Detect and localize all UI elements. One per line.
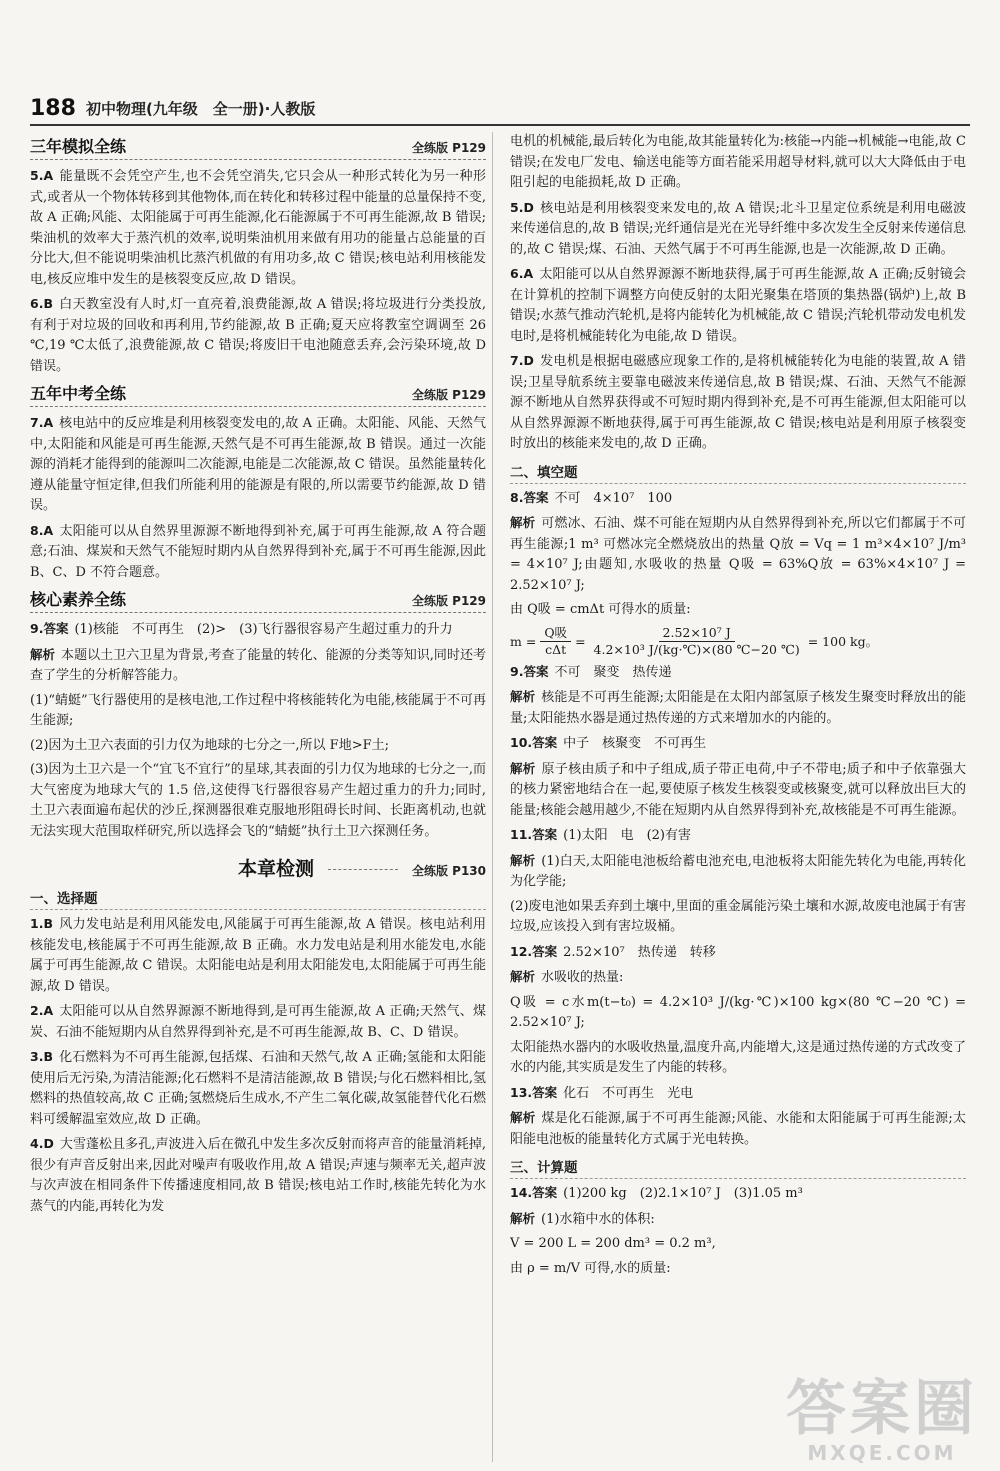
analysis-label: 解析: [510, 1210, 536, 1226]
analysis-item: [30, 645, 486, 687]
question-number: 13.答案: [510, 1084, 558, 1100]
analysis-text: (2)因为土卫六表面的引力仅为地球的七分之一,所以 F地>F土;: [30, 737, 389, 753]
fraction-denominator: 4.2×10³ J/(kg·℃)×(80 ℃−20 ℃): [593, 641, 800, 657]
subsection-heading: 一、选择题: [30, 887, 486, 910]
analysis-item: [510, 1108, 966, 1150]
answer-item: [510, 825, 966, 847]
answer-text: (1)太阳 电 (2)有害: [563, 828, 691, 843]
answer-item: [30, 166, 486, 290]
analysis-line: [510, 897, 966, 938]
answer-item: [30, 619, 486, 641]
question-number: 9.答案: [30, 621, 69, 636]
answer-item: [30, 294, 486, 377]
analysis-item: [510, 967, 966, 989]
formula-fraction: [540, 625, 571, 658]
analysis-text: 煤是化石能源,属于不可再生能源;风能、水能和太阳能属于可再生能源;太阳能电池板的能量转化方式属于光电转换。: [510, 1111, 966, 1147]
column-divider: [492, 132, 493, 1462]
answer-item: [510, 351, 966, 455]
answer-text: 化石 不可再生 光电: [563, 1085, 694, 1101]
analysis-text: 本题以土卫六卫星为背景,考查了能量的转化、能源的分类等知识,同时还考查了学生的分析解答能力。: [30, 647, 486, 683]
analysis-text: Q吸 = c水m(t−t₀) = 4.2×10³ J/(kg·℃)×100 kg×(80 ℃−20 ℃) = 2.52×10⁷ J;: [510, 994, 966, 1030]
answer-item: [510, 1183, 966, 1205]
chapter-title: 本章检测: [237, 858, 314, 880]
analysis-label: 解析: [510, 969, 536, 984]
right-column: [510, 132, 966, 1283]
analysis-label: 解析: [30, 646, 56, 662]
question-number: 6.A: [510, 266, 534, 281]
analysis-line: [510, 1234, 966, 1255]
question-number: 8.A: [30, 522, 54, 538]
page-header: [30, 92, 970, 126]
answer-text: 大雪蓬松且多孔,声波进入后在微孔中发生多次反射而将声音的能量消耗掉,很少有声音反射出来,因此对噪声有吸收作用,故 A 错误;声速与频率无关,超声波与次声波在相同条件下传播速度相同,故 B 错误;核电站工作时,核能先转化为水蒸气的内能,再转化为发: [30, 1137, 486, 1214]
analysis-item: [510, 687, 966, 729]
analysis-text: 太阳能热水器内的水吸收热量,温度升高,内能增大,这是通过热传递的方式改变了水的内能,其实质是发生了内能的转移。: [510, 1039, 966, 1075]
answer-item: [510, 198, 966, 261]
answer-text: 能量既不会凭空产生,也不会凭空消失,它只会从一种形式转化为另一种形式,或者从一个物体转移到其他物体,而在转化和转移过程中能量的总量保持不变,故 A 正确;风能、太阳能属于可再生能源,化石能源属于不可再生能源,故 B 错误;柴油机的效率大于蒸汽机的效率,说明柴油机用来做有用功的能量占总能量的百分比大,但不能说明柴油机比蒸汽机做的有用功多,故 C 错误;核电站利用核能发电,核反应堆中发生的是核裂变反应,故 D 错误。: [30, 169, 486, 287]
section-ref: 全练版 P129: [411, 388, 486, 402]
section-header: [30, 134, 486, 160]
analysis-line: [510, 993, 966, 1034]
answer-item: [30, 1001, 486, 1043]
analysis-text: 由 Q吸 = cmΔt 可得水的质量:: [510, 602, 691, 617]
formula-result: = 100 kg。: [807, 634, 879, 649]
analysis-text: (1)“蜻蜓”飞行器使用的是核电池,工作过程中将核能转化为电能,核能属于不可再生能源;: [30, 692, 486, 728]
question-number: 14.答案: [510, 1185, 558, 1200]
chapter-ref: 全练版 P130: [411, 864, 486, 878]
answer-text: 太阳能可以从自然界里源源不断地得到补充,属于可再生能源,故 A 符合题意;石油、煤炭和天然气不能短时期内从自然界得到补充,属于不可再生能源,因此 B、C、D 不符合题意。: [30, 523, 486, 580]
answer-item: [30, 1134, 486, 1217]
analysis-line: [30, 691, 486, 732]
analysis-line: [510, 1259, 966, 1280]
fraction-numerator: Q吸: [540, 625, 571, 642]
book-title: 初中物理(九年级 全一册)·人教版: [85, 99, 316, 118]
answer-item: [30, 1047, 486, 1130]
analysis-text: 由 ρ = m/V 可得,水的质量:: [510, 1260, 671, 1276]
answer-text: 核电站是利用核裂变来发电的,故 A 错误;北斗卫星定位系统是利用电磁波来传递信息的,故 B 错误;光纤通信是光在光导纤维中多次发生全反射来传递信息的,故 C 错误;煤、石油、天然气属于不可再生能源,也是一次能源,故 D 正确。: [510, 200, 966, 257]
analysis-text: (3)因为土卫六是一个“宜飞不宜行”的星球,其表面的引力仅为地球的七分之一,而大气密度为地球大气的 1.5 倍,这使得飞行器很容易产生超过重力的升力;同时,土卫六表面遍布起伏的沙丘,探测器很难克服地形阻碍长时间、长距离机动,也就无法实现大范围取样研究,所以选择会飞的“蜻蜓”执行土卫六探测任务。: [30, 762, 486, 839]
answer-text: 中子 核聚变 不可再生: [563, 736, 707, 751]
answer-text: 不可 聚变 热传递: [554, 664, 672, 680]
question-number: 8.答案: [510, 489, 549, 505]
section-ref: 全练版 P129: [411, 141, 486, 155]
section-header: [30, 381, 486, 407]
subsection-heading: 二、填空题: [510, 461, 966, 484]
chapter-header: [30, 854, 486, 881]
question-number: 7.D: [510, 353, 534, 368]
analysis-text: 核能是不可再生能源;太阳能是在太阳内部氢原子核发生聚变时释放出的能量;太阳能热水器是通过热传递的方式来增加水的内能的。: [510, 690, 966, 726]
analysis-text: (1)白天,太阳能电池板给蓄电池充电,电池板将太阳能先转化为电能,再转化为化学能;: [510, 853, 966, 889]
answer-text: 核电站中的反应堆是利用核裂变发电的,故 A 正确。太阳能、风能、天然气中,太阳能和风能是可再生能源,天然气是不可再生能源,故 B 错误。通过一次能源的消耗才能得到的能源叫二次能源,电能是二次能源,故 C 错误。虽然能量转化遵从能量守恒定律,但我们所能利用的能源是有限的,所以需要节约能源,故 D 错误。: [30, 416, 486, 513]
analysis-item: [510, 759, 966, 822]
analysis-label: 解析: [510, 1110, 536, 1125]
question-number: 1.B: [30, 916, 53, 931]
analysis-item: [510, 851, 966, 893]
answer-text: (1)核能 不可再生 (2)> (3)飞行器很容易产生超过重力的升力: [74, 622, 453, 637]
question-number: 11.答案: [510, 827, 558, 842]
analysis-text: (1)水箱中水的体积:: [541, 1211, 655, 1227]
analysis-label: 解析: [510, 760, 536, 776]
answer-text: 太阳能可以从自然界源源不断地获得,属于可再生能源,故 A 正确;反射镜会在计算机的控制下调整方向使反射的太阳光聚集在塔顶的集热器(锅炉)上,故 B 错误;水蒸气推动汽轮机,是将内能转化为机械能,故 C 错误;汽轮机带动发电机发电时,是将机械能转化为电能,故 D 错误。: [510, 267, 966, 344]
analysis-label: 解析: [510, 515, 536, 530]
watermark-url: MXQE.COM: [807, 1441, 957, 1465]
question-number: 7.A: [30, 415, 54, 430]
answer-text: 化石燃料为不可再生能源,包括煤、石油和天然气,故 A 正确;氢能和太阳能使用后无污染,为清洁能源;化石燃料不是清洁能源,故 B 错误;与化石燃料相比,氢燃料的热值较高,故 C 正确;氢燃烧后生成水,不产生二氧化碳,故氢能替代化石燃料可缓解温室效应,故 D 正确。: [30, 1050, 486, 1127]
analysis-line: [510, 1038, 966, 1079]
answer-text: 不可 4×10⁷ 100: [554, 490, 673, 506]
answer-item: [30, 413, 486, 517]
analysis-line: [30, 736, 486, 757]
fraction-denominator: cΔt: [545, 641, 567, 657]
mass-formula: [510, 625, 966, 658]
analysis-item: [510, 513, 966, 596]
question-number: 5.D: [510, 199, 534, 215]
analysis-line: [510, 600, 966, 621]
chapter-rule: [328, 869, 398, 870]
answer-item: [510, 488, 966, 510]
section-title: 五年中考全练: [30, 384, 127, 403]
answer-text: 白天教室没有人时,灯一直亮着,浪费能源,故 A 错误;将垃圾进行分类投放,有利于对垃圾的回收和再利用,节约能源,故 B 正确;夏天应将教室空调调至 26 ℃,19 ℃太低了,浪费能源,故 C 错误;将废旧干电池随意丢弃,会污染环境,故 D 错误。: [30, 297, 486, 374]
formula-fraction: [590, 625, 804, 658]
section-title: 核心素养全练: [30, 590, 127, 609]
answer-text: 发电机是根据电磁感应现象工作的,是将机械能转化为电能的装置,故 A 错误;卫星导航系统主要靠电磁波来传递信息,故 B 错误;煤、石油、天然气不能源源不断地从自然界获得或不可短时期内得到补充,是不可再生能源,但太阳能可以从自然界源源不断地获得,属于可再生能源,故 C 错误;核电站是利用原子核裂变时放出的核能来发电的,故 D 正确。: [510, 354, 966, 451]
analysis-text: (2)废电池如果丢弃到土壤中,里面的重金属能污染土壤和水源,故废电池属于有害垃圾,应该投入到有害垃圾桶。: [510, 898, 966, 934]
answer-item: [510, 733, 966, 755]
question-number: 10.答案: [510, 735, 558, 750]
answer-item: [30, 521, 486, 584]
answer-text: 风力发电站是利用风能发电,风能属于可再生能源,故 A 错误。核电站利用核能发电,核能属于不可再生能源,故 B 正确。水力发电站是利用水能发电,水能属于可再生能源,故 C 错误。太阳能电站是利用太阳能发电,太阳能属于可再生能源,故 D 错误。: [30, 917, 486, 994]
analysis-label: 解析: [510, 852, 536, 868]
question-number: 6.B: [30, 296, 53, 311]
answer-item: [510, 942, 966, 964]
analysis-line: [30, 760, 486, 842]
section-ref: 全练版 P129: [411, 594, 486, 608]
analysis-label: 解析: [510, 689, 536, 704]
answer-item: [510, 1083, 966, 1105]
analysis-text: 可燃冰、石油、煤不可能在短期内从自然界得到补充,所以它们都属于不可再生能源;1 m³ 可燃冰完全燃烧放出的热量 Q放 = Vq = 1 m³×4×10⁷ J/m³ = 4×10⁷ J;由题知,水吸收的热量 Q吸 = 63%Q放 = 63%×4×10⁷ J = 2.52×10⁷ J;: [510, 516, 966, 593]
question-number: 5.A: [30, 168, 54, 183]
question-number: 3.B: [30, 1049, 53, 1064]
section-title: 三年模拟全练: [30, 137, 127, 156]
watermark-logo-text: 答案圈: [786, 1374, 978, 1444]
formula-equals: =: [575, 633, 586, 649]
site-watermark: [786, 1374, 978, 1465]
answer-item: [510, 264, 966, 347]
question-number: 2.A: [30, 1003, 54, 1018]
page-number: 188: [30, 95, 76, 121]
analysis-item: [510, 1209, 966, 1231]
section-header: [30, 587, 486, 613]
answer-text: 太阳能可以从自然界源源不断地得到,是可再生能源,故 A 正确;天然气、煤炭、石油不能短期内从自然界得到补充,是不可再生能源,故 B、C、D 错误。: [30, 1004, 486, 1040]
question-number: 9.答案: [510, 663, 549, 679]
answer-item: [510, 662, 966, 684]
answer-text: (1)200 kg (2)2.1×10⁷ J (3)1.05 m³: [563, 1186, 803, 1201]
analysis-text: 原子核由质子和中子组成,质子带正电荷,中子不带电;质子和中子依靠强大的核力紧密地结合在一起,要使原子核发生核裂变或核聚变,就可以释放出巨大的能量;核能会越用越少,不能在短期内从自然界得到补充,故核能是不可再生能源。: [510, 761, 966, 818]
analysis-text: V = 200 L = 200 dm³ = 0.2 m³,: [510, 1236, 716, 1251]
fraction-numerator: 2.52×10⁷ J: [659, 625, 735, 642]
answer-text: 2.52×10⁷ 热传递 转移: [563, 944, 716, 960]
left-column: [30, 132, 486, 1221]
subsection-heading: 三、计算题: [510, 1156, 966, 1179]
analysis-text: 水吸收的热量:: [541, 970, 624, 985]
formula-lhs: m =: [510, 633, 537, 649]
question-number: 4.D: [30, 1136, 54, 1151]
question-number: 12.答案: [510, 943, 558, 959]
continued-text: 电机的机械能,最后转化为电能,故其能量转化为:核能→内能→机械能→电能,故 C 错误;在发电厂发电、输送电能等方面若能采用超导材料,就可以大大降低由于电阻引起的电能损耗,故 D 正确。: [510, 134, 966, 190]
answer-item: [30, 914, 486, 997]
